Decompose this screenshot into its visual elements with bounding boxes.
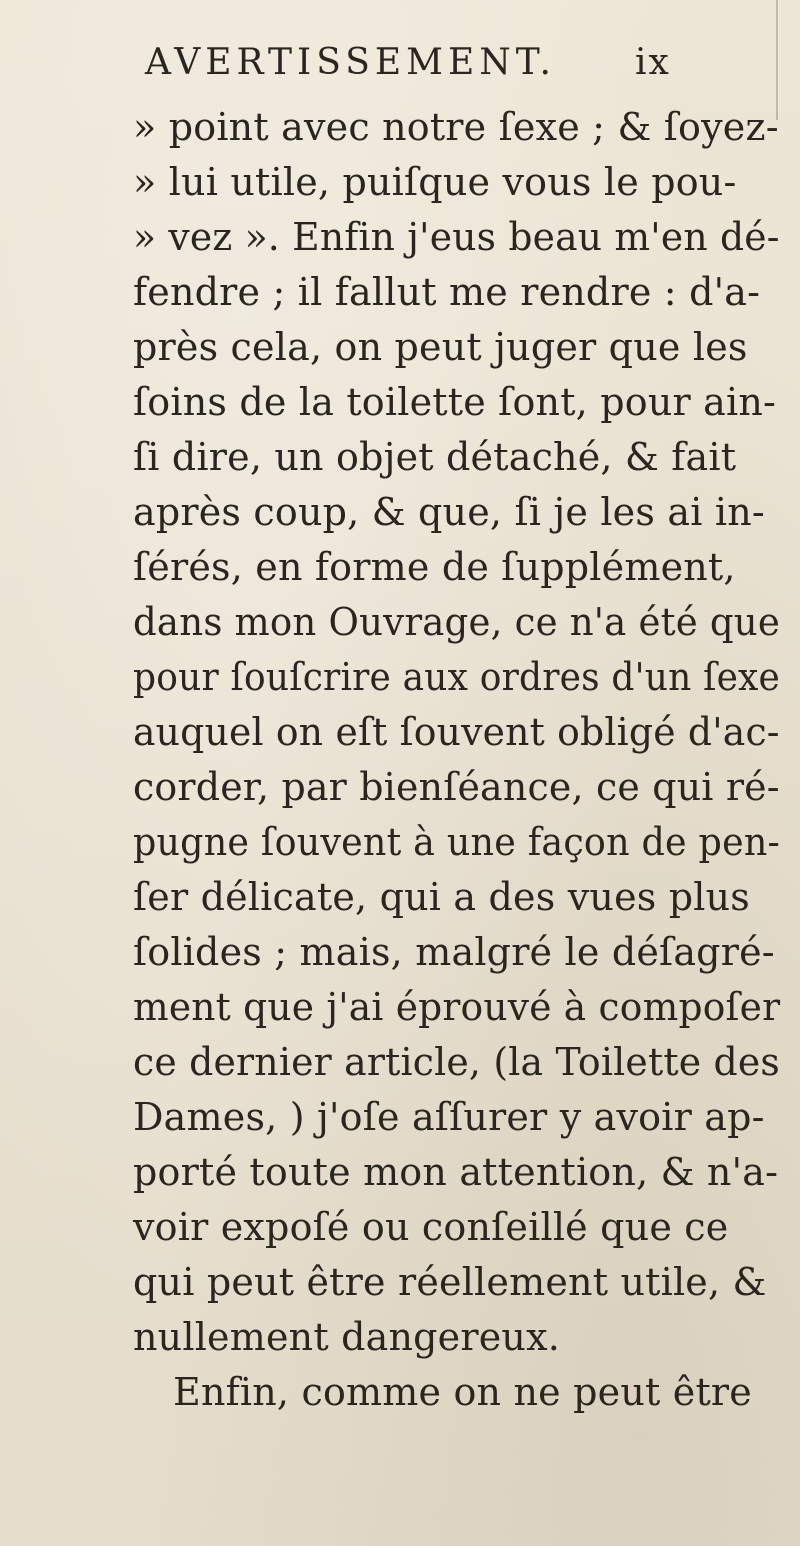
text-line: ſi dire, un objet détaché, & fait [133,435,737,479]
running-head-title: AVERTISSEMENT. [145,42,556,83]
text-line: corder, par bienſéance, ce qui ré- [133,765,780,809]
text-line: ce dernier article, (la Toilette des [133,1040,781,1084]
text-line: ſer délicate, qui a des vues plus [133,875,750,919]
text-line: auquel on eſt ſouvent obligé d'ac- [133,710,780,754]
text-line: ment que j'ai éprouvé à compoſer [133,985,781,1029]
text-line: ſérés, en forme de ſupplément, [133,545,736,589]
text-line: » vez ». Enfin j'eus beau m'en dé- [133,215,780,259]
text-line: voir expoſé ou conſeillé que ce [133,1205,729,1249]
text-line: ſoins de la toilette ſont, pour ain- [133,380,777,424]
text-line: qui peut être réellement utile, & [133,1260,767,1304]
text-line: pour ſouſcrire aux ordres d'un ſexe [133,655,781,699]
text-line: Enfin, comme on ne peut être [173,1370,752,1414]
text-line: dans mon Ouvrage, ce n'a été que [133,600,780,644]
text-line: fendre ; il fallut me rendre : d'a- [133,270,761,314]
text-line: nullement dangereux. [133,1315,560,1359]
text-line: après coup, & que, ſi je les ai in- [133,490,765,534]
running-head [145,42,705,102]
page-number: ix [635,42,671,83]
text-line: porté toute mon attention, & n'a- [133,1150,779,1194]
text-line: ſolides ; mais, malgré le déſagré- [133,930,775,974]
text-line: pugne ſouvent à une façon de pen- [133,820,781,864]
text-line: » point avec notre ſexe ; & ſoyez- [133,105,779,149]
text-line: » lui utile, puiſque vous le pou- [133,160,737,204]
text-line: Dames, ) j'oſe aſſurer y avoir ap- [133,1095,765,1139]
text-line: près cela, on peut juger que les [133,325,748,369]
